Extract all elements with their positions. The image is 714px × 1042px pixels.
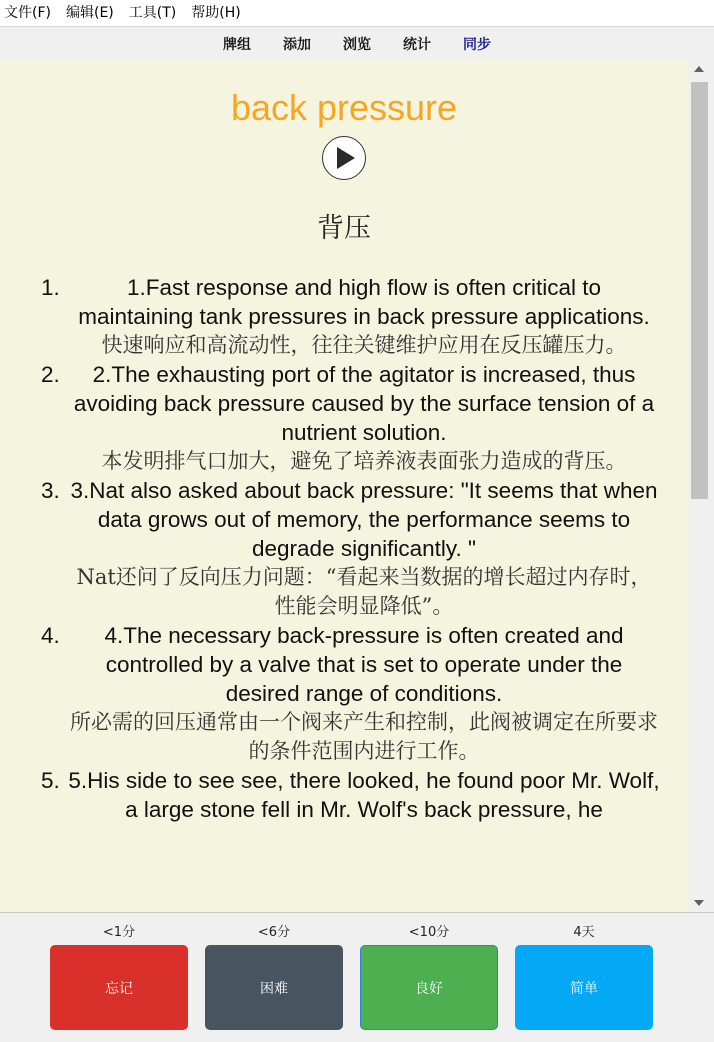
answer-good-button[interactable]: 良好 <box>360 945 498 1030</box>
example-zh: 所必需的回压通常由一个阀来产生和控制，此阀被调定在所要求的条件范围内进行工作。 <box>70 710 658 763</box>
menu-file[interactable]: 文件(F) <box>4 5 51 21</box>
example-item <box>68 360 660 476</box>
menu-bar <box>0 0 714 27</box>
example-en: 2.The exhausting port of the agitator is increased, thus avoiding back pressure caused by the surface tension of a nutrient solution. <box>73 362 655 445</box>
example-item <box>68 621 660 766</box>
play-audio-button[interactable] <box>322 136 366 180</box>
answer-good-group <box>360 913 498 1030</box>
example-item <box>68 476 660 621</box>
example-zh: 快速响应和高流动性，往往关键维护应用在反压罐压力。 <box>101 333 627 357</box>
example-en: 5.His side to see see, there looked, he found poor Mr. Wolf, a large stone fell in Mr. Wolf's back pressure, he <box>68 768 660 822</box>
answer-bar <box>0 912 714 1042</box>
answer-easy-group <box>515 913 653 1030</box>
tool-sync[interactable]: 同步 <box>463 36 491 53</box>
menu-tools[interactable]: 工具(T) <box>128 5 177 21</box>
menu-edit[interactable]: 编辑(E) <box>65 5 114 21</box>
card-word: back pressure <box>230 87 458 128</box>
card-view <box>0 60 688 912</box>
answer-easy-interval: 4天 <box>573 925 595 940</box>
example-en: 3.Nat also asked about back pressure: "It seems that when data grows out of memory, the performance seems to degrade significantly. " <box>70 478 658 561</box>
answer-again-interval: <1分 <box>102 925 136 940</box>
toolbar <box>0 27 714 60</box>
example-en: 4.The necessary back-pressure is often created and controlled by a valve that is set to operate under the desired range of conditions. <box>104 623 624 706</box>
example-list <box>0 273 688 824</box>
answer-hard-button[interactable]: 困难 <box>205 945 343 1030</box>
answer-easy-button[interactable]: 简单 <box>515 945 653 1030</box>
answer-again-group <box>50 913 188 1030</box>
example-en: 1.Fast response and high flow is often critical to maintaining tank pressures in back pressure applications. <box>78 275 650 329</box>
answer-again-button[interactable]: 忘记 <box>50 945 188 1030</box>
vertical-scrollbar[interactable] <box>688 60 714 912</box>
example-item <box>68 273 660 360</box>
example-zh: Nat还问了反向压力问题：“看起来当数据的增长超过内存时，性能会明显降低”。 <box>76 565 652 618</box>
tool-browse[interactable]: 浏览 <box>343 36 371 53</box>
scroll-up-arrow-icon[interactable] <box>694 66 704 72</box>
play-icon <box>329 143 359 173</box>
answer-good-interval: <10分 <box>408 925 450 940</box>
scroll-thumb[interactable] <box>691 82 708 499</box>
menu-help[interactable]: 帮助(H) <box>191 5 241 21</box>
tool-decks[interactable]: 牌组 <box>223 36 251 53</box>
example-zh: 本发明排气口加大，避免了培养液表面张力造成的背压。 <box>101 449 627 473</box>
card-meaning: 背压 <box>317 213 371 244</box>
scroll-down-arrow-icon[interactable] <box>694 900 704 906</box>
tool-stats[interactable]: 统计 <box>403 36 431 53</box>
example-item <box>68 766 660 824</box>
answer-hard-group <box>205 913 343 1030</box>
tool-add[interactable]: 添加 <box>283 36 311 53</box>
answer-hard-interval: <6分 <box>257 925 291 940</box>
